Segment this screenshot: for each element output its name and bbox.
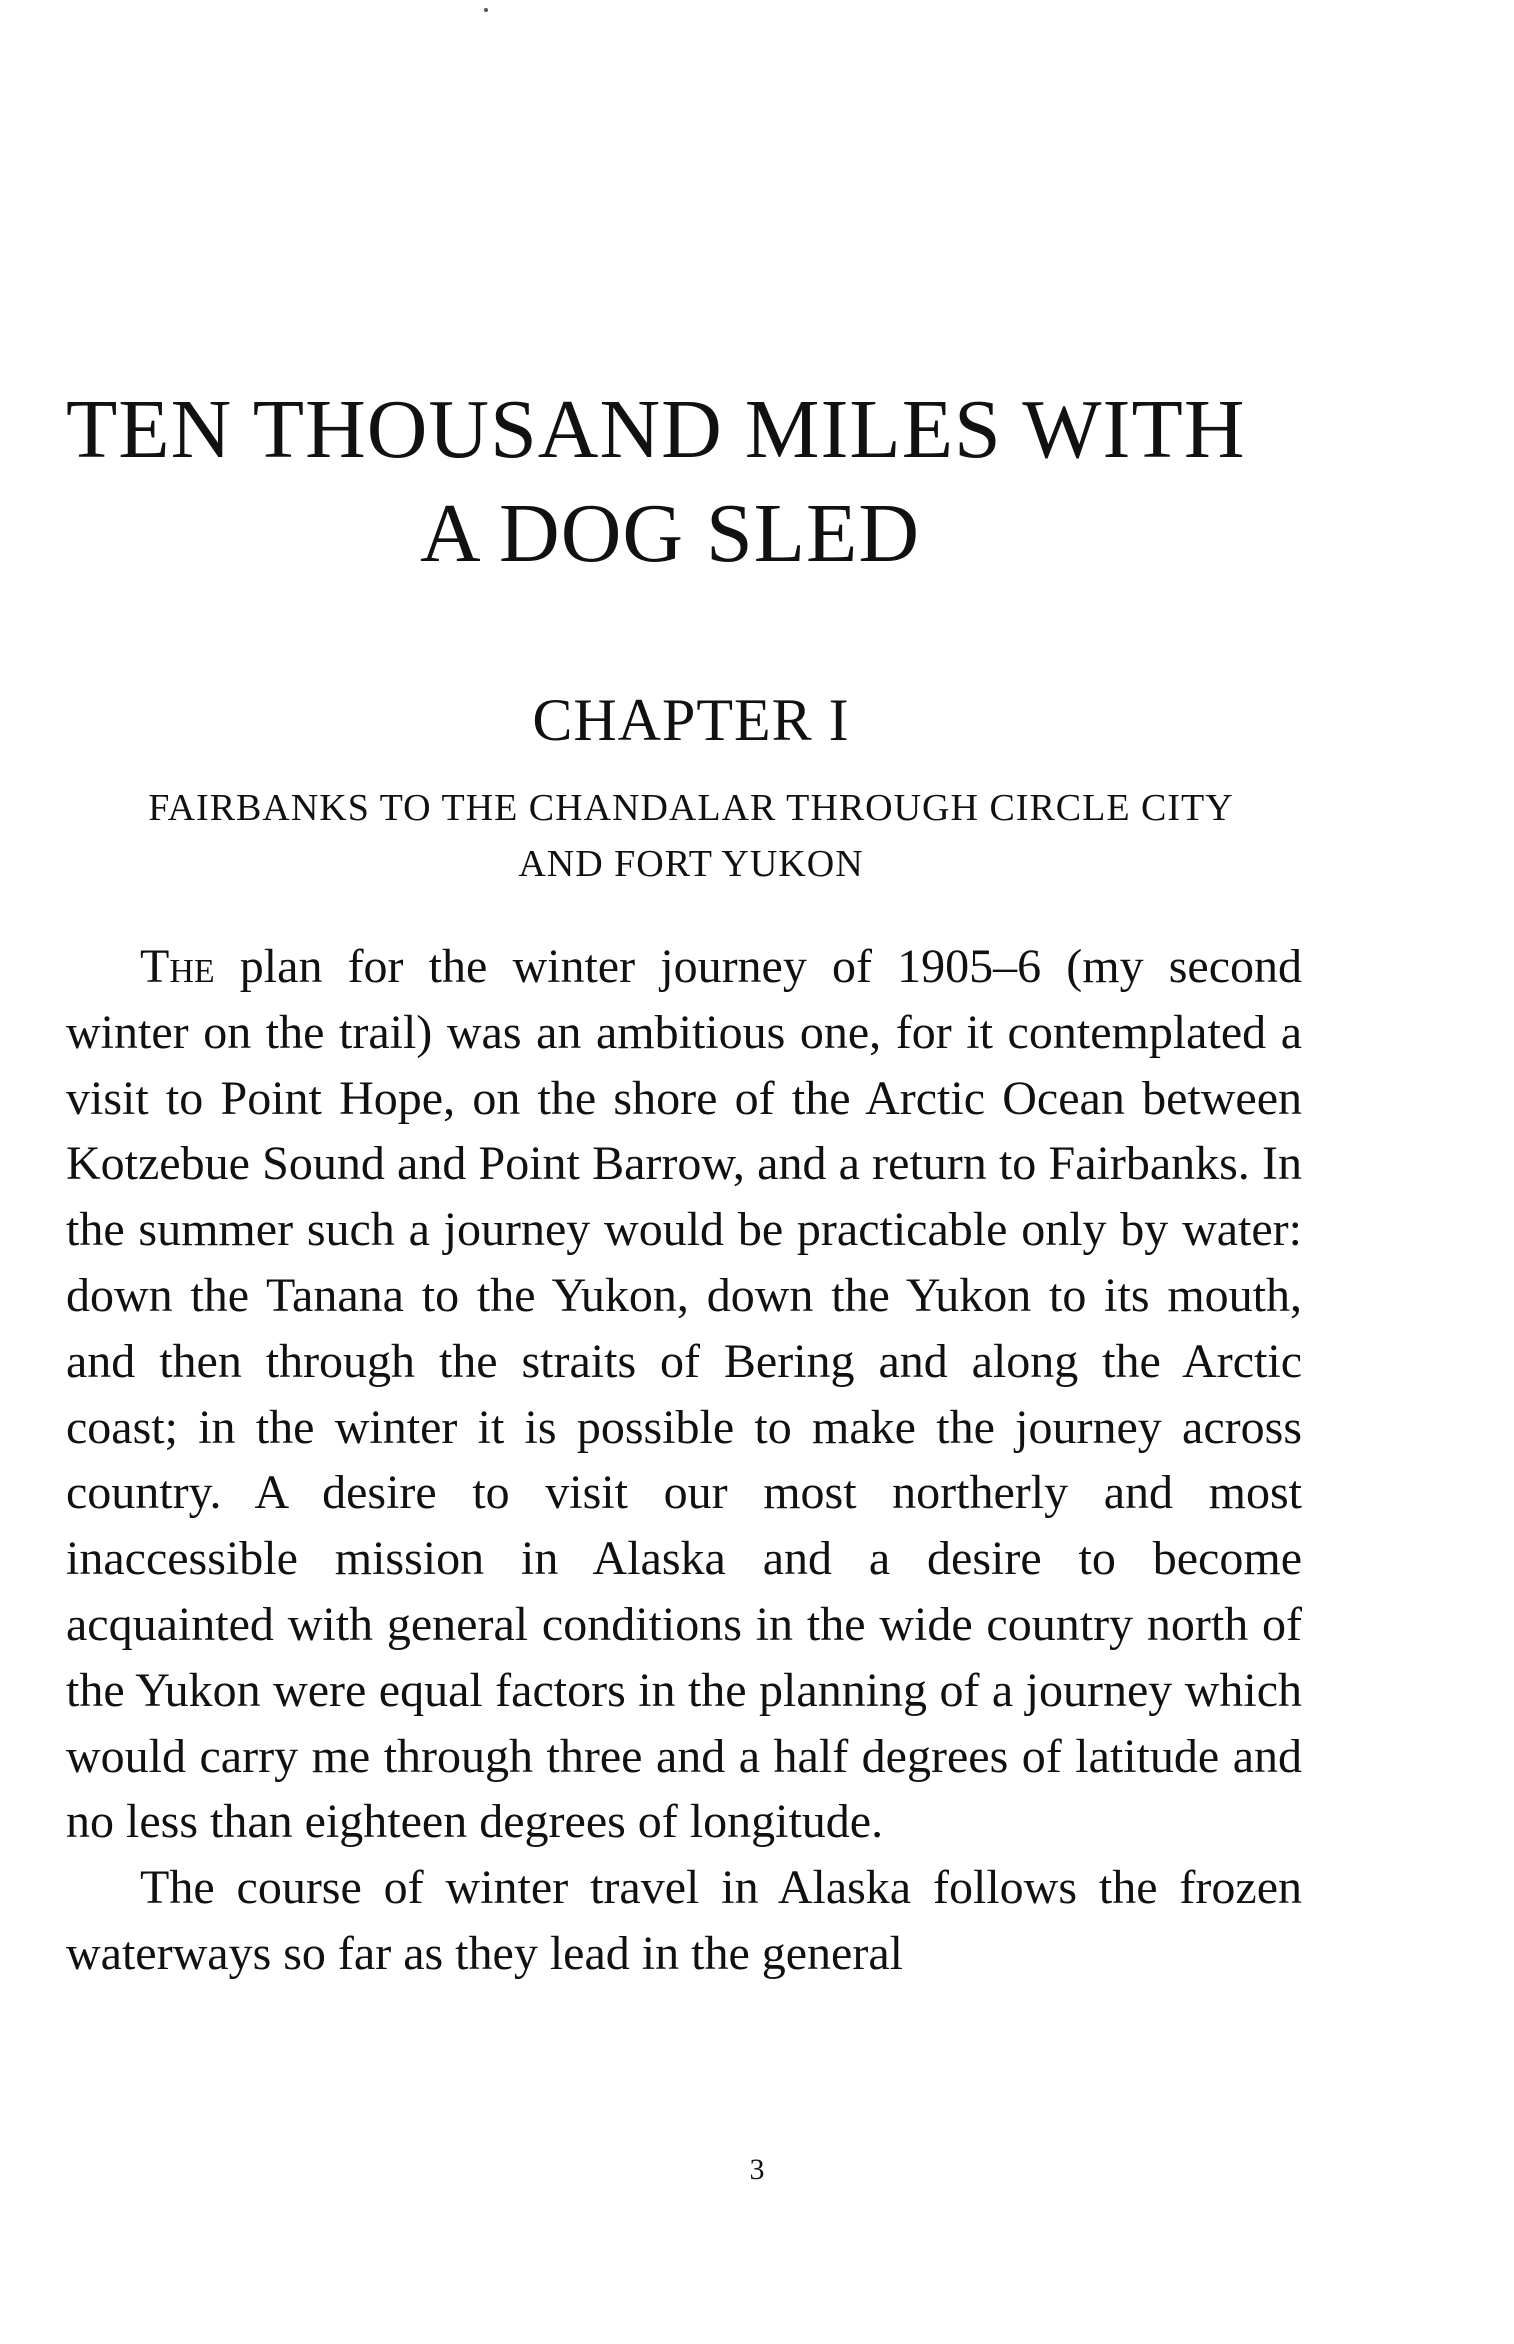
chapter-subtitle-line-2: AND FORT YUKON	[518, 843, 864, 885]
paragraph-1	[66, 934, 1302, 1855]
paragraph-1-lead-word: The	[140, 940, 215, 993]
body-text	[66, 934, 1302, 1987]
page-number: 3	[749, 2153, 765, 2186]
print-speck	[484, 8, 488, 12]
paragraph-1-text: plan for the winter journey of 1905–6 (my second winter on the trail) was an ambitious one, for it contemplated a visit to Point Hope, on the shore of the Arctic Ocean between Kotzebue Sound and Point Barrow, and a return to Fairbanks. In the summer such a journey would be practicable only by water: down the Tanana to the Yukon, down the Yukon to its mouth, and then through the straits of Bering and along the Arctic coast; in the winter it is possible to make the journey across country. A desire to visit our most northerly and most inaccessible mission in Alaska and a desire to become acquainted with general conditions in the wide country north of the Yukon were equal factors in the planning of a journey which would carry me through three and a half degrees of latitude and no less than eighteen degrees of longitude.	[66, 940, 1303, 1849]
chapter-subtitle-line-1: FAIRBANKS TO THE CHANDALAR THROUGH CIRCLE CITY	[148, 787, 1234, 829]
book-title-line-2: A DOG SLED	[420, 487, 921, 580]
chapter-heading: CHAPTER I	[532, 687, 850, 753]
book-title-line-1: TEN THOUSAND MILES WITH	[66, 383, 1246, 476]
paragraph-2: The course of winter travel in Alaska follows the frozen waterways so far as they lead in the general	[66, 1861, 1302, 1980]
book-title	[66, 378, 1316, 586]
chapter-subtitle	[66, 780, 1316, 892]
